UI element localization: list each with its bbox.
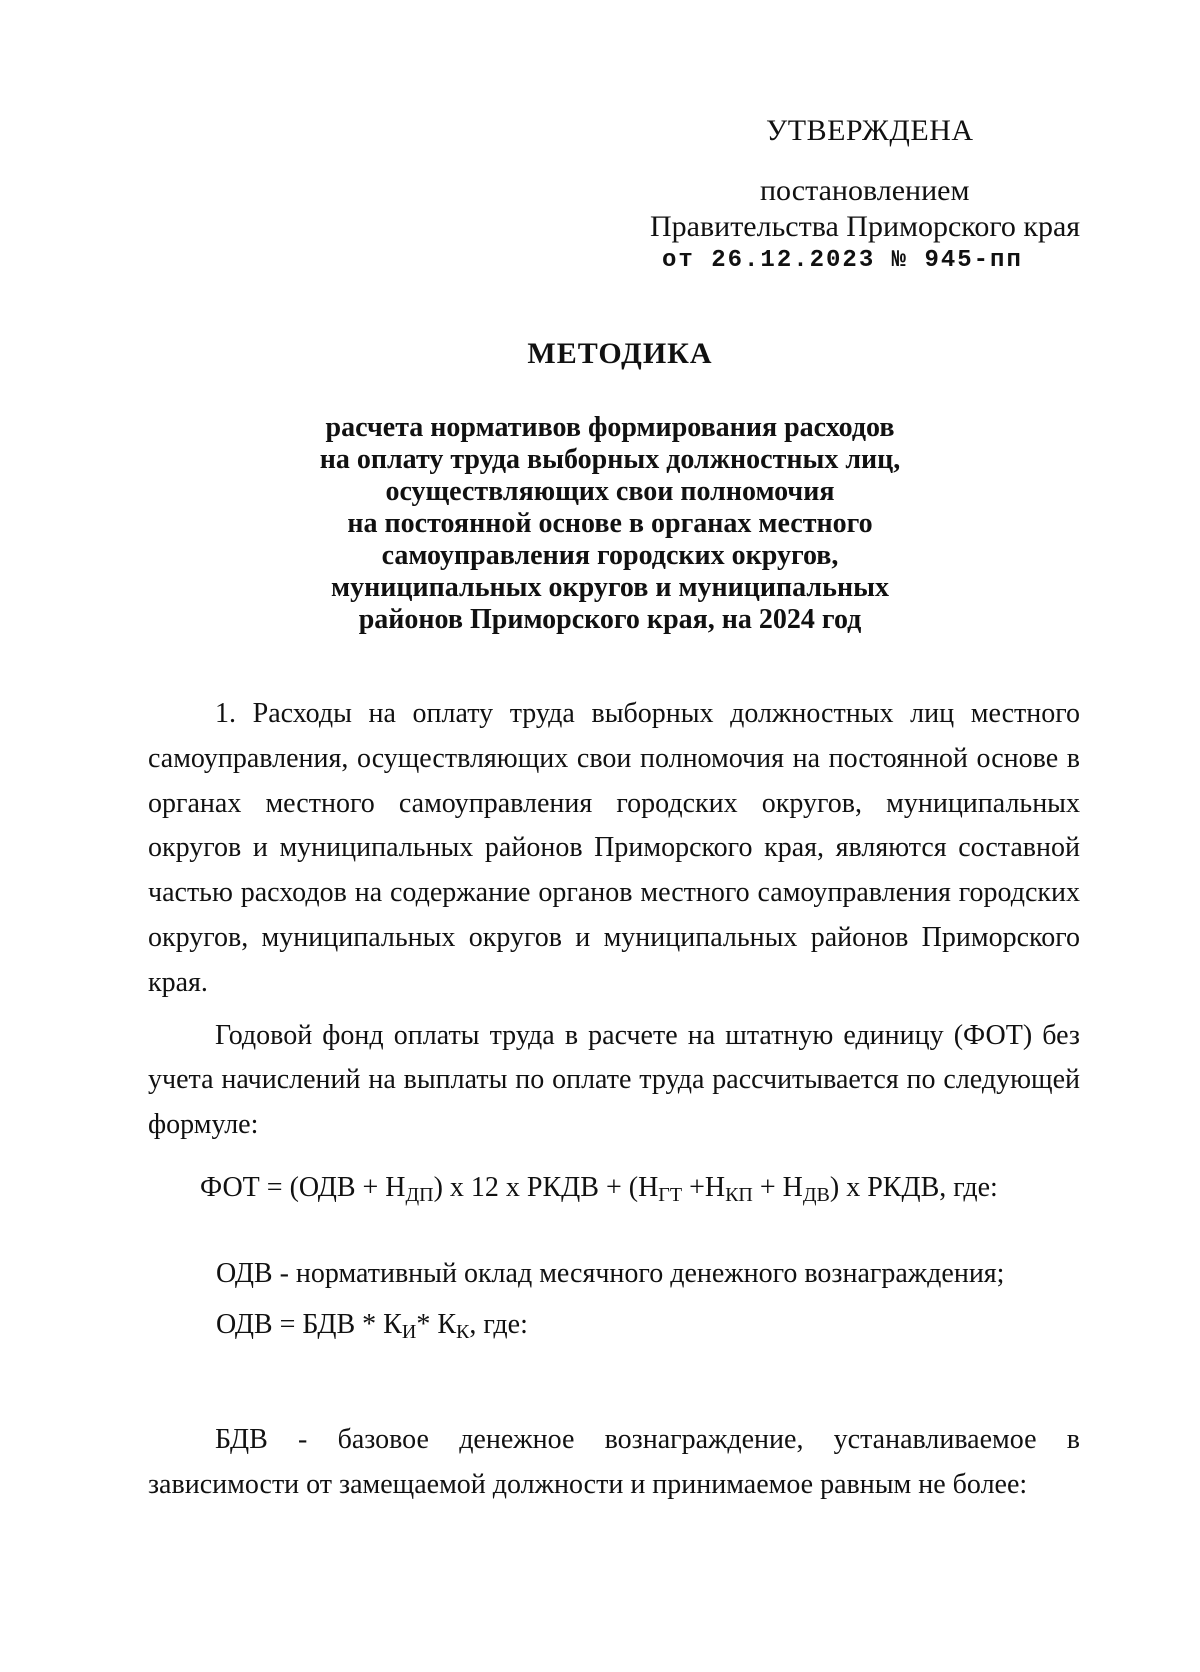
- paragraph-1: 1. Расходы на оплату труда выборных должностных лиц местного самоуправления, осуществляющих свои полномочия на постоянной основе в органах местного самоуправления городских округов, муниципальных округов и муниципальных районов Приморского края, являются составной частью расходов на содержание органов местного самоуправления городских округов, муниципальных округов и муниципальных районов Приморского края.: [148, 698, 1080, 998]
- approval-date-number-stamp: от 26.12.2023 № 945-пп: [662, 247, 1023, 274]
- formula-text: + Н: [752, 1172, 803, 1203]
- definition-bdv: БДВ - базовое денежное вознаграждение, устанавливаемое в зависимости от замещаемой должности и принимаемое равным не более:: [148, 1424, 1080, 1500]
- definition-odv: ОДВ - нормативный оклад месячного денежного вознаграждения;: [216, 1258, 1005, 1289]
- formula-odv: [216, 1309, 528, 1341]
- formula-subscript: К: [456, 1321, 470, 1343]
- formula-subscript: ГТ: [658, 1184, 683, 1206]
- paragraph-2: Годовой фонд оплаты труда в расчете на штатную единицу (ФОТ) без учета начислений на выплаты по оплате труда рассчитывается по следующей формуле:: [148, 1019, 1080, 1141]
- formula-subscript: ДП: [405, 1184, 434, 1206]
- formula-text: ) х РКДВ, где:: [829, 1172, 998, 1203]
- subtitle-line: муниципальных округов и муниципальных: [331, 572, 889, 603]
- formula-subscript: И: [401, 1321, 417, 1343]
- subtitle-line: осуществляющих свои полномочия: [385, 476, 835, 507]
- subtitle-line: на постоянной основе в органах местного: [347, 508, 873, 539]
- subtitle-line: районов Приморского края, на 2024 год: [358, 604, 862, 635]
- formula-text: +Н: [682, 1172, 726, 1203]
- formula-text: ОДВ = БДВ * К: [216, 1309, 402, 1340]
- formula-fot: [200, 1172, 998, 1204]
- formula-subscript: ДВ: [802, 1184, 830, 1206]
- document-body: [148, 692, 1080, 1148]
- approval-by-decree: постановлением: [760, 174, 970, 207]
- formula-text: , где:: [469, 1309, 528, 1340]
- subtitle-line: самоуправления городских округов,: [381, 540, 839, 571]
- approval-heading: УТВЕРЖДЕНА: [766, 114, 974, 147]
- formula-subscript: КП: [725, 1184, 753, 1206]
- formula-text: ФОТ = (ОДВ + Н: [200, 1172, 406, 1203]
- subtitle-line: на оплату труда выборных должностных лиц,: [319, 444, 901, 475]
- approval-government: Правительства Приморского края: [650, 210, 1081, 243]
- document-subtitle: [260, 412, 960, 636]
- formula-text: ) х 12 х РКДВ + (Н: [433, 1172, 659, 1203]
- formula-text: * К: [416, 1309, 456, 1340]
- subtitle-line: расчета нормативов формирования расходов: [325, 412, 895, 443]
- document-title: МЕТОДИКА: [527, 337, 713, 370]
